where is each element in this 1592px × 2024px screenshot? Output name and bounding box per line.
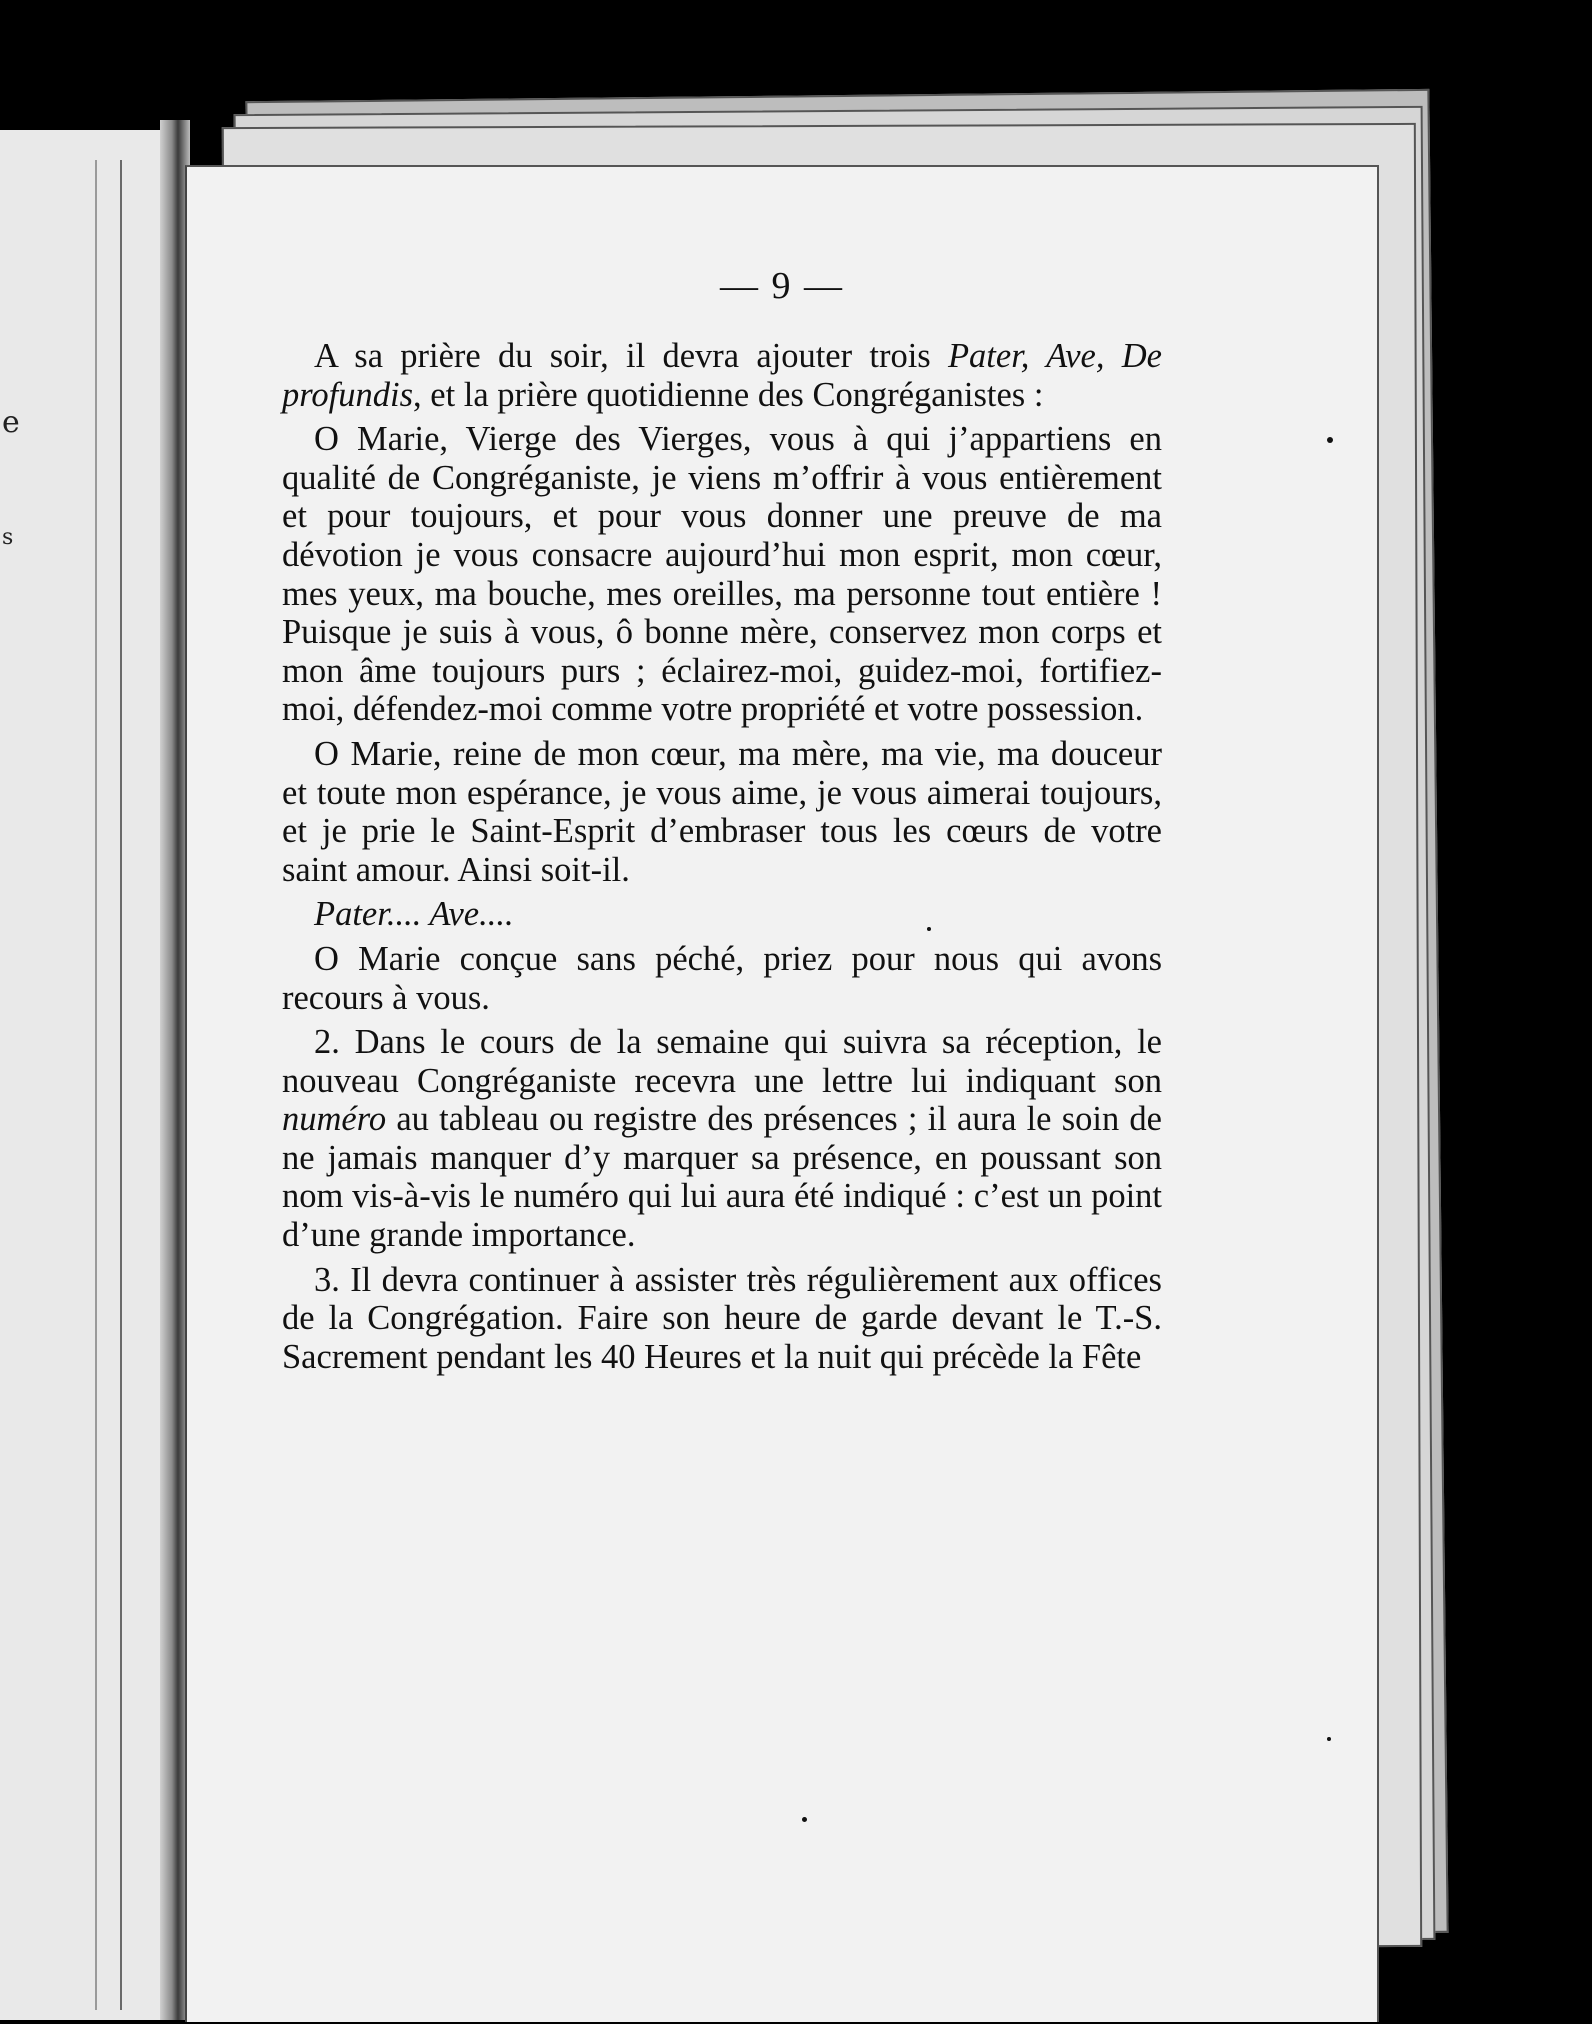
ink-speck [927,927,931,931]
paragraph-text: O Marie, reine de mon cœur, ma mère, ma vie, ma douceur et toute mon espérance, je vous aime, je vous aimerai toujours, et je prie le Saint-Esprit d’embraser tous les cœurs de votre saint amour. Ainsi soit-il. [282,734,1162,889]
paragraph [282,895,1162,934]
page-number: — 9 — [720,265,844,307]
paragraph-text: A sa prière du soir, il devra ajouter trois [314,337,948,375]
paragraph-text: O Marie conçue sans péché, priez pour nous qui avons recours à vous. [282,939,1162,1017]
ink-speck [1327,437,1333,443]
italic-text: Pater, Ave, De profundis [282,337,1162,414]
left-page-margin-letter: e [2,405,20,440]
right-page [185,165,1379,2022]
left-page-margin-letter: s [2,525,14,550]
paragraph [282,1023,1162,1255]
paragraph-text: O Marie, Vierge des Vierges, vous à qui j’appartiens en qualité de Congréganiste, je viens m’offrir à vous entièrement et pour toujours, et pour vous donner une preuve de ma dévotion je vous consacre aujourd’hui mon esprit, mon cœur, mes yeux, ma bouche, mes oreilles, ma personne tout entière ! Puisque je suis à vous, ô bonne mère, conservez mon corps et mon âme toujours purs ; éclairez-moi, guidez-moi, fortifiez-moi, défendez-moi comme votre propriété et votre possession. [282,420,1162,729]
page-body [282,337,1162,1382]
ink-speck [1327,1737,1331,1741]
italic-text: numéro [282,1100,387,1139]
paragraph-text: 2. Dans le cours de la semaine qui suivra sa réception, le nouveau Congréganiste recevra une lettre lui indiquant son [282,1023,1162,1100]
paragraph [282,735,1162,889]
ink-speck [802,1817,807,1822]
left-page-edge-line [95,160,97,2010]
paragraph [282,337,1162,414]
left-page-edge-line [120,160,122,2010]
paragraph [282,420,1162,729]
paragraph-text: au tableau ou registre des présences ; il aura le soin de ne jamais manquer d’y marquer sa présence, en poussant son nom vis-à-vis le numéro qui lui aura été indiqué : c’est un point d’une grande importance. [282,1100,1162,1255]
paragraph [282,1261,1162,1377]
italic-text: Pater.... Ave.... [314,895,514,934]
paragraph [282,940,1162,1017]
paragraph-text: , et la prière quotidienne des Congréganistes : [413,375,1044,414]
paragraph-text: 3. Il devra continuer à assister très régulièrement aux offices de la Congrégation. Faire son heure de garde devant le T.-S. Sacrement pendant les 40 Heures et la nuit qui précède la Fête [282,1260,1162,1376]
